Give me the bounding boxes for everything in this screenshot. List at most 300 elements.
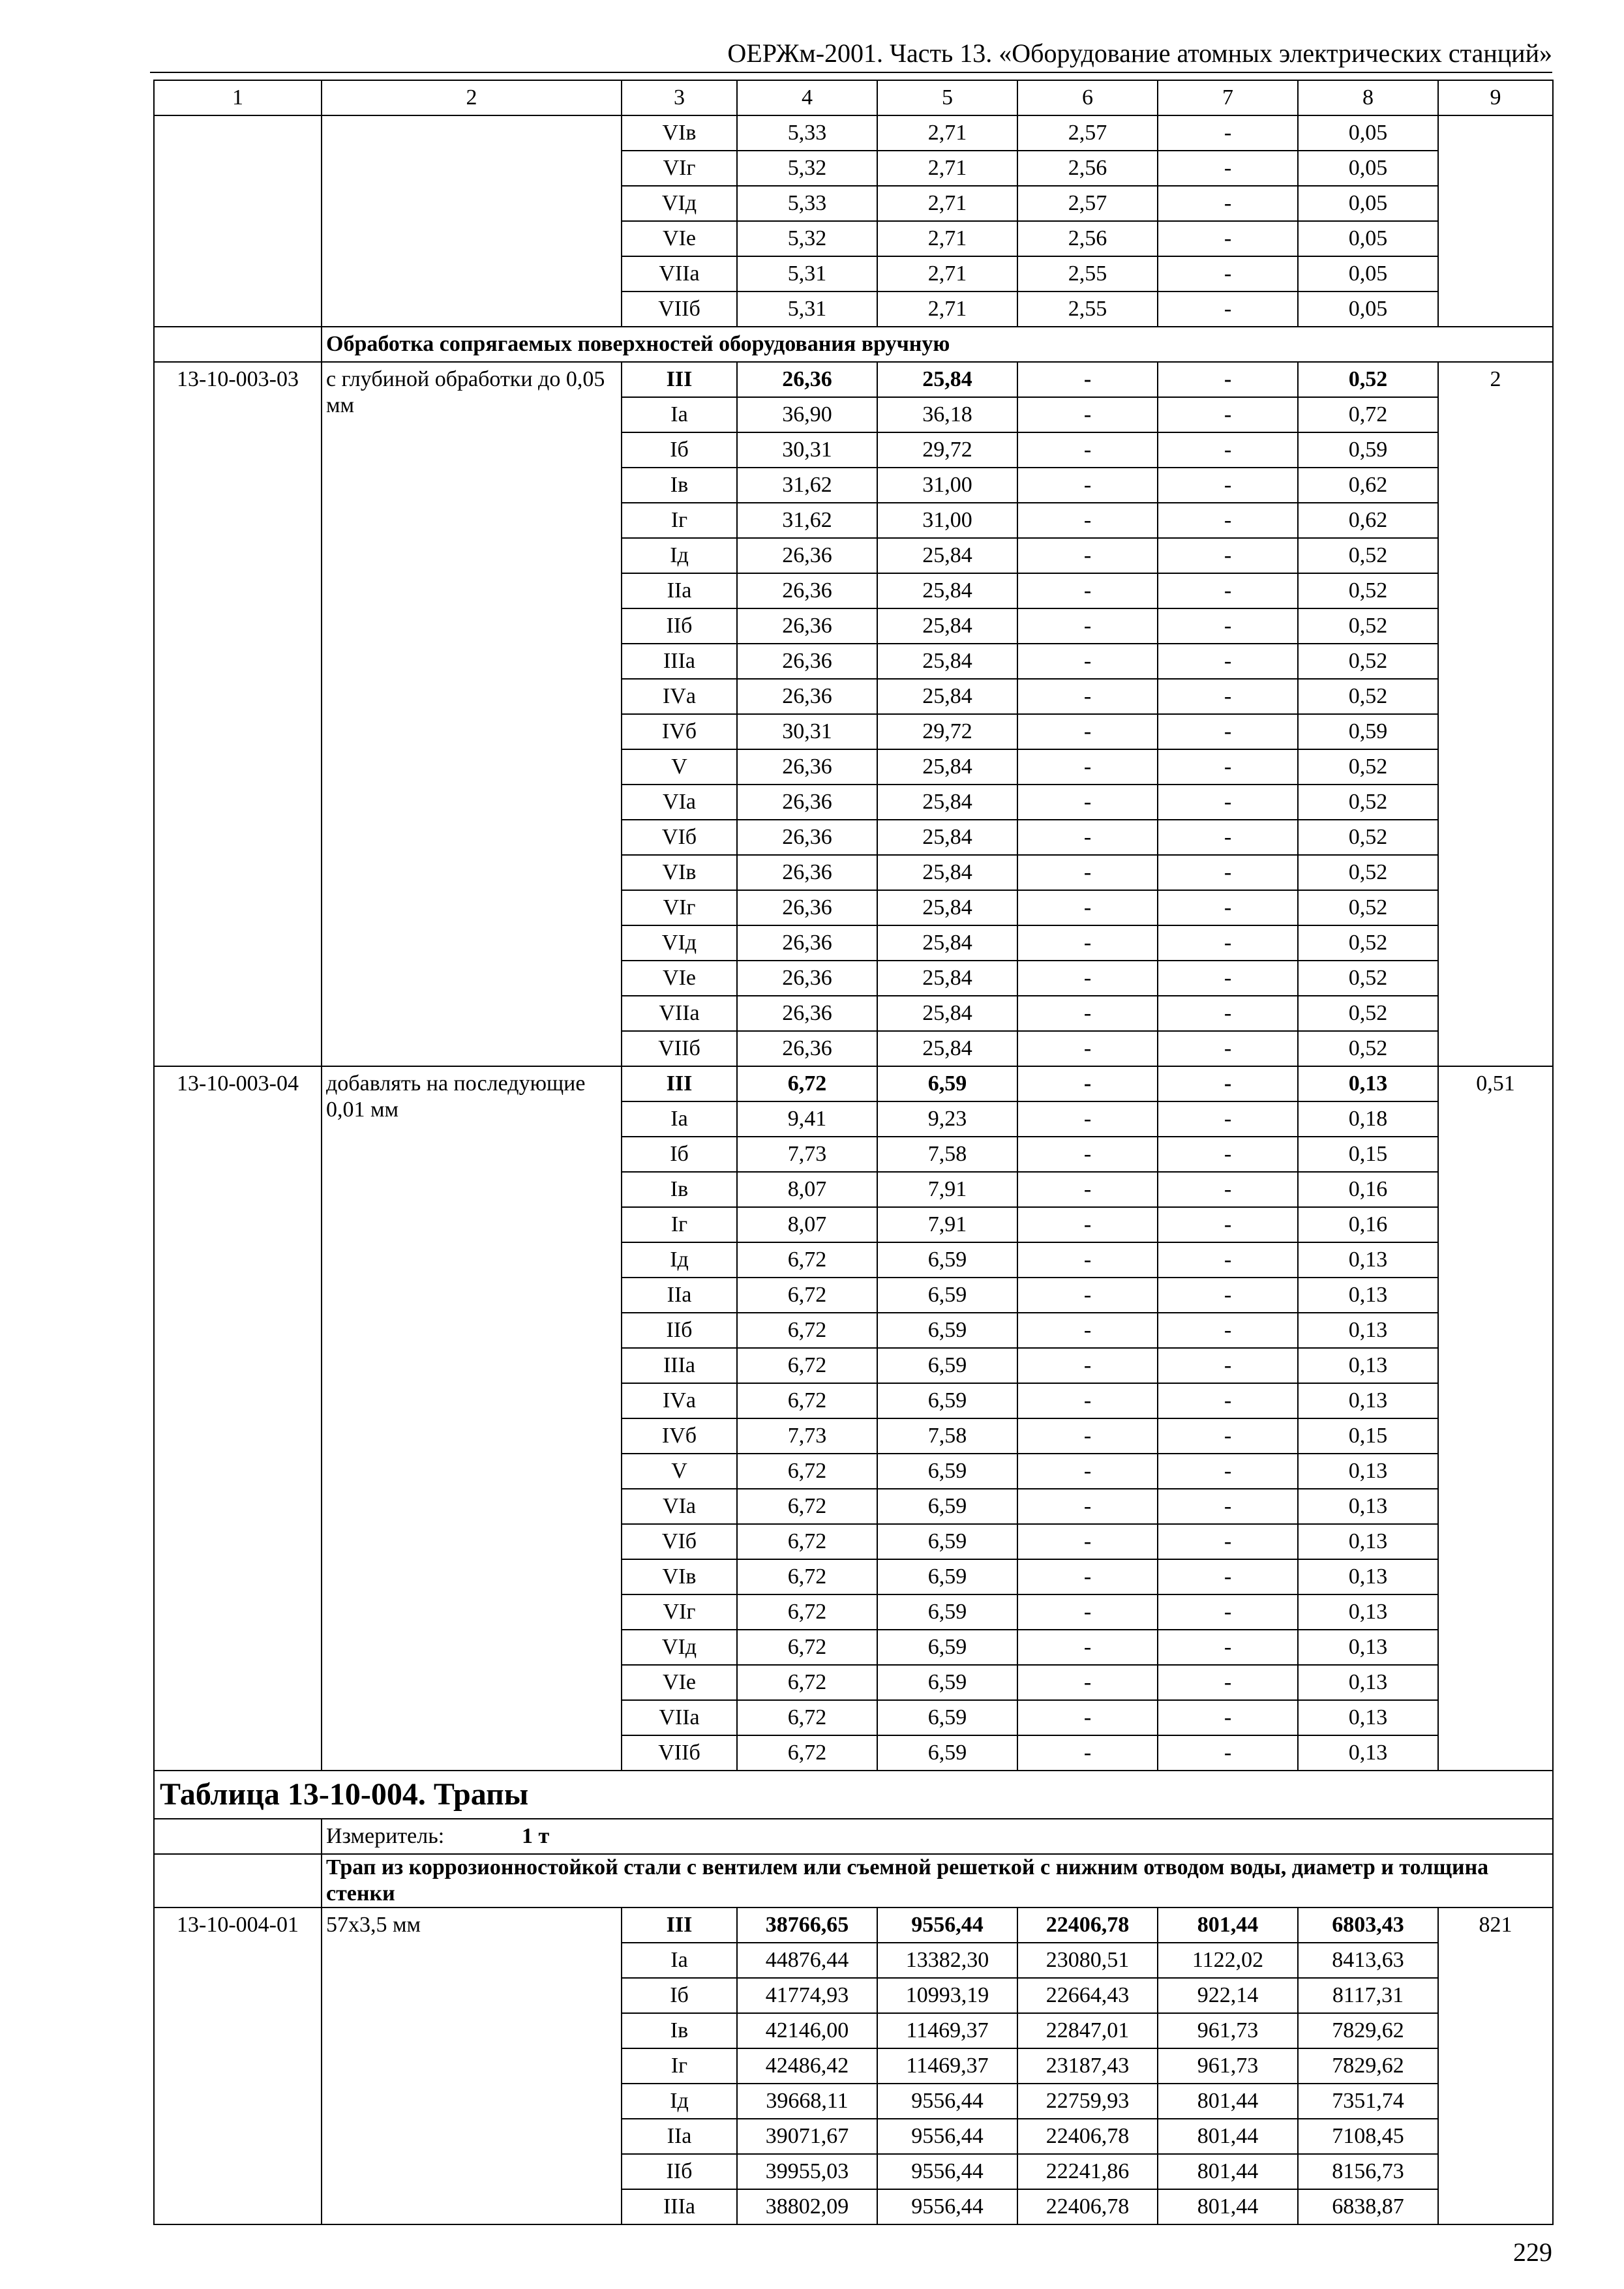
table-cell: 0,52 bbox=[1298, 538, 1438, 573]
table-cell: Iа bbox=[622, 397, 737, 432]
table-cell: 7108,45 bbox=[1298, 2119, 1438, 2154]
table-cell: - bbox=[1017, 996, 1158, 1031]
item-col9: 821 bbox=[1438, 1908, 1553, 2224]
table-cell: 22664,43 bbox=[1017, 1978, 1158, 2013]
table-cell: - bbox=[1158, 538, 1298, 573]
table-cell: - bbox=[1158, 925, 1298, 961]
table-cell: 0,05 bbox=[1298, 186, 1438, 221]
table-cell: 0,52 bbox=[1298, 608, 1438, 644]
table-cell: 6,59 bbox=[877, 1700, 1017, 1735]
table-cell: - bbox=[1158, 1630, 1298, 1665]
table-cell: 6,72 bbox=[737, 1735, 877, 1771]
table-cell: 0,13 bbox=[1298, 1735, 1438, 1771]
table-cell: 6,72 bbox=[737, 1383, 877, 1418]
table-cell: - bbox=[1158, 468, 1298, 503]
table-cell: - bbox=[1017, 468, 1158, 503]
section-title: Трап из коррозионностойкой стали с вентилем или съемной решеткой с нижним отводом воды, диаметр и толщина стенки bbox=[322, 1854, 1553, 1908]
table-cell: 6,72 bbox=[737, 1489, 877, 1524]
table-cell: IIIа bbox=[622, 2189, 737, 2224]
table-cell: IIб bbox=[622, 608, 737, 644]
table-cell: 29,72 bbox=[877, 714, 1017, 749]
table-cell: 26,36 bbox=[737, 785, 877, 820]
table-row bbox=[154, 1066, 1553, 1101]
table-cell: 801,44 bbox=[1158, 2084, 1298, 2119]
table-cell: 6,72 bbox=[737, 1559, 877, 1594]
table-cell: - bbox=[1158, 1278, 1298, 1313]
table-cell: 0,52 bbox=[1298, 820, 1438, 855]
table-cell: 5,33 bbox=[737, 186, 877, 221]
table-cell: 2,71 bbox=[877, 115, 1017, 151]
table-cell: 25,84 bbox=[877, 608, 1017, 644]
table-cell: 2,55 bbox=[1017, 256, 1158, 292]
table-cell: 0,52 bbox=[1298, 679, 1438, 714]
table-cell: 25,84 bbox=[877, 820, 1017, 855]
table-cell: 1122,02 bbox=[1158, 1943, 1298, 1978]
table-cell: 6,72 bbox=[737, 1278, 877, 1313]
table-cell: IIа bbox=[622, 1278, 737, 1313]
table-cell: - bbox=[1017, 1665, 1158, 1700]
table-cell: - bbox=[1017, 608, 1158, 644]
table-cell: - bbox=[1017, 1313, 1158, 1348]
table-cell: - bbox=[1158, 855, 1298, 890]
table-cell: 0,13 bbox=[1298, 1278, 1438, 1313]
table-cell: 36,18 bbox=[877, 397, 1017, 432]
table-cell: 0,16 bbox=[1298, 1172, 1438, 1207]
table-cell: VIIа bbox=[622, 256, 737, 292]
table-cell: 6,59 bbox=[877, 1383, 1017, 1418]
table-cell: 9556,44 bbox=[877, 2084, 1017, 2119]
table-cell: - bbox=[1158, 644, 1298, 679]
table-cell: 2,56 bbox=[1017, 221, 1158, 256]
table-cell: 42146,00 bbox=[737, 2013, 877, 2048]
table-cell: - bbox=[1017, 961, 1158, 996]
table-cell: - bbox=[1158, 221, 1298, 256]
table-cell: VIIб bbox=[622, 1031, 737, 1066]
table-cell: 6,72 bbox=[737, 1700, 877, 1735]
table-cell: 6,72 bbox=[737, 1594, 877, 1630]
table-cell: III bbox=[622, 1066, 737, 1101]
table-cell: 31,00 bbox=[877, 468, 1017, 503]
table-cell: 25,84 bbox=[877, 961, 1017, 996]
table-cell: 961,73 bbox=[1158, 2013, 1298, 2048]
table-cell: 6,59 bbox=[877, 1735, 1017, 1771]
table-cell: 26,36 bbox=[737, 925, 877, 961]
table-cell: - bbox=[1158, 1559, 1298, 1594]
table-cell: 8413,63 bbox=[1298, 1943, 1438, 1978]
table-cell: - bbox=[1017, 1207, 1158, 1242]
table-cell: - bbox=[1158, 679, 1298, 714]
item-description: 57х3,5 мм bbox=[322, 1908, 622, 2224]
table-cell: 42486,42 bbox=[737, 2048, 877, 2084]
table-cell: 6,59 bbox=[877, 1630, 1017, 1665]
table-cell: 2,71 bbox=[877, 292, 1017, 327]
table-cell: VIв bbox=[622, 855, 737, 890]
table-cell: - bbox=[1017, 1700, 1158, 1735]
column-number: 5 bbox=[877, 80, 1017, 115]
table-cell: 0,52 bbox=[1298, 785, 1438, 820]
column-number: 6 bbox=[1017, 80, 1158, 115]
table-cell: VIе bbox=[622, 221, 737, 256]
table-cell: Iд bbox=[622, 2084, 737, 2119]
page-header bbox=[150, 38, 1552, 73]
table-cell: - bbox=[1158, 1454, 1298, 1489]
table-cell: - bbox=[1158, 1489, 1298, 1524]
table-cell: - bbox=[1158, 186, 1298, 221]
table-cell: 6,59 bbox=[877, 1594, 1017, 1630]
table-cell: 7829,62 bbox=[1298, 2013, 1438, 2048]
table-cell: 26,36 bbox=[737, 961, 877, 996]
table-cell: 22759,93 bbox=[1017, 2084, 1158, 2119]
table-cell: Iа bbox=[622, 1943, 737, 1978]
table-cell: 6,72 bbox=[737, 1348, 877, 1383]
table-cell: - bbox=[1017, 1137, 1158, 1172]
table-cell: 0,16 bbox=[1298, 1207, 1438, 1242]
table-cell: 30,31 bbox=[737, 714, 877, 749]
table-cell: - bbox=[1017, 1735, 1158, 1771]
table-cell: - bbox=[1017, 1559, 1158, 1594]
table-cell: 5,33 bbox=[737, 115, 877, 151]
table-cell: 0,15 bbox=[1298, 1418, 1438, 1454]
table-cell: 26,36 bbox=[737, 573, 877, 608]
table-cell: 6,59 bbox=[877, 1278, 1017, 1313]
table-cell: - bbox=[1017, 890, 1158, 925]
table-cell: 25,84 bbox=[877, 538, 1017, 573]
table-cell: - bbox=[1158, 115, 1298, 151]
table-cell: - bbox=[1158, 1524, 1298, 1559]
table-cell: 0,05 bbox=[1298, 256, 1438, 292]
table-cell: 2,71 bbox=[877, 221, 1017, 256]
table-cell: - bbox=[1158, 1207, 1298, 1242]
table-cell: - bbox=[1017, 1594, 1158, 1630]
table-cell: Iд bbox=[622, 1242, 737, 1278]
table-cell: 6,59 bbox=[877, 1454, 1017, 1489]
column-number: 4 bbox=[737, 80, 877, 115]
table-cell: 5,31 bbox=[737, 292, 877, 327]
table-cell: - bbox=[1017, 432, 1158, 468]
table-cell: 30,31 bbox=[737, 432, 877, 468]
table-cell: 6,72 bbox=[737, 1665, 877, 1700]
table-cell: - bbox=[1158, 1313, 1298, 1348]
table-cell: 39955,03 bbox=[737, 2154, 877, 2189]
table-cell: 2,57 bbox=[1017, 186, 1158, 221]
table-cell: 11469,37 bbox=[877, 2048, 1017, 2084]
table-cell: 6,72 bbox=[737, 1242, 877, 1278]
table-cell: 25,84 bbox=[877, 1031, 1017, 1066]
table-cell: 7351,74 bbox=[1298, 2084, 1438, 2119]
table-cell: 26,36 bbox=[737, 1031, 877, 1066]
table-cell: - bbox=[1158, 1172, 1298, 1207]
table-cell: 6,72 bbox=[737, 1524, 877, 1559]
table-cell: 31,62 bbox=[737, 468, 877, 503]
table-cell: 0,72 bbox=[1298, 397, 1438, 432]
table-cell: - bbox=[1158, 1031, 1298, 1066]
table-cell: 22406,78 bbox=[1017, 2189, 1158, 2224]
table-cell: - bbox=[1158, 608, 1298, 644]
table-cell: 0,52 bbox=[1298, 362, 1438, 397]
table-cell: 6,59 bbox=[877, 1665, 1017, 1700]
table-cell: 0,15 bbox=[1298, 1137, 1438, 1172]
table-cell: 0,52 bbox=[1298, 644, 1438, 679]
column-number: 8 bbox=[1298, 80, 1438, 115]
unit-value: 1 т bbox=[522, 1824, 550, 1848]
table-cell: 39668,11 bbox=[737, 2084, 877, 2119]
table-cell: 10993,19 bbox=[877, 1978, 1017, 2013]
table-cell: Iд bbox=[622, 538, 737, 573]
table-cell: 22406,78 bbox=[1017, 2119, 1158, 2154]
table-cell: - bbox=[1017, 573, 1158, 608]
table-cell: 25,84 bbox=[877, 925, 1017, 961]
table-cell: 0,13 bbox=[1298, 1594, 1438, 1630]
table-cell: 25,84 bbox=[877, 855, 1017, 890]
table-row bbox=[154, 1908, 1553, 1943]
table-cell: 7,73 bbox=[737, 1418, 877, 1454]
table-cell: 29,72 bbox=[877, 432, 1017, 468]
unit-label: Измеритель: bbox=[326, 1824, 445, 1848]
table-cell: 6,59 bbox=[877, 1066, 1017, 1101]
table-cell: - bbox=[1158, 996, 1298, 1031]
table-cell: - bbox=[1017, 925, 1158, 961]
table-cell: 0,59 bbox=[1298, 714, 1438, 749]
table-cell: 9,41 bbox=[737, 1101, 877, 1137]
table-cell: 26,36 bbox=[737, 890, 877, 925]
header-title: ОЕРЖм-2001. Часть 13. «Оборудование атомных электрических станций» bbox=[727, 38, 1552, 68]
table-cell: - bbox=[1158, 1594, 1298, 1630]
table-cell: IIа bbox=[622, 2119, 737, 2154]
table-cell: 0,05 bbox=[1298, 292, 1438, 327]
table-cell: 38802,09 bbox=[737, 2189, 877, 2224]
table-cell: 0,13 bbox=[1298, 1700, 1438, 1735]
table-cell: - bbox=[1017, 1066, 1158, 1101]
table-cell: 25,84 bbox=[877, 362, 1017, 397]
table-cell: 2,71 bbox=[877, 186, 1017, 221]
table-cell: 26,36 bbox=[737, 820, 877, 855]
table-cell: 6,72 bbox=[737, 1313, 877, 1348]
table-cell: 0,13 bbox=[1298, 1313, 1438, 1348]
column-number: 2 bbox=[322, 80, 622, 115]
item-code: 13-10-003-04 bbox=[154, 1066, 322, 1771]
table-cell: 0,05 bbox=[1298, 115, 1438, 151]
table-cell: - bbox=[1158, 397, 1298, 432]
unit-row bbox=[154, 1819, 1553, 1854]
table-cell: 26,36 bbox=[737, 679, 877, 714]
table-cell: - bbox=[1017, 1031, 1158, 1066]
table-cell: 0,13 bbox=[1298, 1066, 1438, 1101]
code-cell bbox=[154, 115, 322, 327]
table-cell: 23080,51 bbox=[1017, 1943, 1158, 1978]
table-cell: 0,13 bbox=[1298, 1665, 1438, 1700]
table-cell: 9,23 bbox=[877, 1101, 1017, 1137]
table-cell: 0,13 bbox=[1298, 1524, 1438, 1559]
page-number: 229 bbox=[1513, 2237, 1552, 2267]
table-cell: 0,52 bbox=[1298, 925, 1438, 961]
table-cell: IVб bbox=[622, 714, 737, 749]
table-cell: V bbox=[622, 1454, 737, 1489]
table-cell: - bbox=[1017, 644, 1158, 679]
table-cell: 0,13 bbox=[1298, 1348, 1438, 1383]
table-cell: Iг bbox=[622, 1207, 737, 1242]
item-description: с глубиной обработки до 0,05 мм bbox=[322, 362, 622, 1066]
table-cell: - bbox=[1158, 1242, 1298, 1278]
table-cell: 25,84 bbox=[877, 749, 1017, 785]
column-number-row bbox=[154, 80, 1553, 115]
table-cell: 0,59 bbox=[1298, 432, 1438, 468]
unit-cell bbox=[322, 1819, 1553, 1854]
table-cell: - bbox=[1158, 1348, 1298, 1383]
table-cell: 922,14 bbox=[1158, 1978, 1298, 2013]
table-cell: Iв bbox=[622, 1172, 737, 1207]
table-cell: 801,44 bbox=[1158, 2154, 1298, 2189]
table-cell: 0,05 bbox=[1298, 221, 1438, 256]
table-cell: - bbox=[1158, 1101, 1298, 1137]
table-cell: 2,56 bbox=[1017, 151, 1158, 186]
table-cell: Iб bbox=[622, 1978, 737, 2013]
table-cell: 6,59 bbox=[877, 1313, 1017, 1348]
column-number: 7 bbox=[1158, 80, 1298, 115]
table-title: Таблица 13-10-004. Трапы bbox=[154, 1771, 1553, 1819]
table-cell: - bbox=[1158, 292, 1298, 327]
table-cell: 6,59 bbox=[877, 1348, 1017, 1383]
table-cell: 26,36 bbox=[737, 362, 877, 397]
table-cell: 31,62 bbox=[737, 503, 877, 538]
table-cell: 0,13 bbox=[1298, 1242, 1438, 1278]
table-cell: - bbox=[1017, 749, 1158, 785]
section-header-row bbox=[154, 327, 1553, 362]
table-cell: - bbox=[1017, 679, 1158, 714]
table-cell: - bbox=[1158, 961, 1298, 996]
table-cell: - bbox=[1017, 1242, 1158, 1278]
table-cell: 0,62 bbox=[1298, 503, 1438, 538]
table-cell: 0,52 bbox=[1298, 1031, 1438, 1066]
table-cell: 2,71 bbox=[877, 151, 1017, 186]
table-cell: 5,31 bbox=[737, 256, 877, 292]
table-cell: 961,73 bbox=[1158, 2048, 1298, 2084]
table-cell: - bbox=[1158, 151, 1298, 186]
table-cell: - bbox=[1017, 1383, 1158, 1418]
table-cell: - bbox=[1158, 785, 1298, 820]
table-cell: - bbox=[1017, 1489, 1158, 1524]
table-cell: 36,90 bbox=[737, 397, 877, 432]
table-cell: VIIб bbox=[622, 292, 737, 327]
table-cell: - bbox=[1158, 749, 1298, 785]
table-cell: 9556,44 bbox=[877, 2154, 1017, 2189]
table-cell: VIд bbox=[622, 186, 737, 221]
table-cell: 7,58 bbox=[877, 1137, 1017, 1172]
rates-table bbox=[153, 80, 1554, 2225]
table-cell: Iб bbox=[622, 432, 737, 468]
table-cell: - bbox=[1158, 1700, 1298, 1735]
table-cell: 0,13 bbox=[1298, 1630, 1438, 1665]
table-cell: 0,52 bbox=[1298, 749, 1438, 785]
table-cell: VIа bbox=[622, 785, 737, 820]
table-cell: - bbox=[1158, 714, 1298, 749]
column-number: 9 bbox=[1438, 80, 1553, 115]
table-cell: IIIа bbox=[622, 644, 737, 679]
empty-cell bbox=[154, 1854, 322, 1908]
table-cell: - bbox=[1017, 785, 1158, 820]
table-cell: 0,52 bbox=[1298, 961, 1438, 996]
column-number: 1 bbox=[154, 80, 322, 115]
table-cell: 0,62 bbox=[1298, 468, 1438, 503]
table-cell: - bbox=[1158, 820, 1298, 855]
table-cell: - bbox=[1017, 1524, 1158, 1559]
table-cell: VIг bbox=[622, 151, 737, 186]
table-cell: 2,55 bbox=[1017, 292, 1158, 327]
table-cell: 26,36 bbox=[737, 855, 877, 890]
table-cell: 8,07 bbox=[737, 1207, 877, 1242]
table-cell: 0,52 bbox=[1298, 996, 1438, 1031]
table-cell: 801,44 bbox=[1158, 1908, 1298, 1943]
table-cell: 0,52 bbox=[1298, 573, 1438, 608]
table-cell: - bbox=[1017, 1172, 1158, 1207]
table-cell: IIIа bbox=[622, 1348, 737, 1383]
table-cell: 39071,67 bbox=[737, 2119, 877, 2154]
table-cell: 11469,37 bbox=[877, 2013, 1017, 2048]
table-cell: - bbox=[1158, 432, 1298, 468]
table-cell: 6,72 bbox=[737, 1066, 877, 1101]
table-cell: 22241,86 bbox=[1017, 2154, 1158, 2189]
table-cell: - bbox=[1017, 503, 1158, 538]
table-cell: - bbox=[1017, 1348, 1158, 1383]
table-row bbox=[154, 115, 1553, 151]
table-cell: - bbox=[1158, 573, 1298, 608]
table-cell: 0,13 bbox=[1298, 1489, 1438, 1524]
table-cell: - bbox=[1158, 1665, 1298, 1700]
table-cell: - bbox=[1017, 1101, 1158, 1137]
table-cell: 26,36 bbox=[737, 608, 877, 644]
table-cell: 22406,78 bbox=[1017, 1908, 1158, 1943]
table-cell: VIIа bbox=[622, 996, 737, 1031]
table-cell: 5,32 bbox=[737, 151, 877, 186]
table-cell: 9556,44 bbox=[877, 2119, 1017, 2154]
col9-cell bbox=[1438, 115, 1553, 327]
table-cell: - bbox=[1158, 362, 1298, 397]
table-cell: VIIб bbox=[622, 1735, 737, 1771]
table-cell: - bbox=[1017, 855, 1158, 890]
table-cell: - bbox=[1158, 256, 1298, 292]
table-cell: Iв bbox=[622, 2013, 737, 2048]
table-cell: 0,52 bbox=[1298, 890, 1438, 925]
table-cell: 6,59 bbox=[877, 1524, 1017, 1559]
table-cell: 7,58 bbox=[877, 1418, 1017, 1454]
column-number: 3 bbox=[622, 80, 737, 115]
table-cell: 0,13 bbox=[1298, 1559, 1438, 1594]
table-cell: 41774,93 bbox=[737, 1978, 877, 2013]
table-cell: - bbox=[1158, 1383, 1298, 1418]
table-cell: VIв bbox=[622, 1559, 737, 1594]
table-cell: IIб bbox=[622, 1313, 737, 1348]
table-cell: 8,07 bbox=[737, 1172, 877, 1207]
table-cell: 7,91 bbox=[877, 1207, 1017, 1242]
table-cell: 6,72 bbox=[737, 1630, 877, 1665]
table-cell: 44876,44 bbox=[737, 1943, 877, 1978]
table-cell: VIе bbox=[622, 1665, 737, 1700]
table-cell: 7,91 bbox=[877, 1172, 1017, 1207]
table-cell: 0,52 bbox=[1298, 855, 1438, 890]
table-cell: 25,84 bbox=[877, 996, 1017, 1031]
table-title-row bbox=[154, 1771, 1553, 1819]
section-title: Обработка сопрягаемых поверхностей оборудования вручную bbox=[322, 327, 1553, 362]
table-cell: Iб bbox=[622, 1137, 737, 1172]
table-cell: VIа bbox=[622, 1489, 737, 1524]
table-cell: 25,84 bbox=[877, 573, 1017, 608]
table-cell: IIа bbox=[622, 573, 737, 608]
table-cell: 6838,87 bbox=[1298, 2189, 1438, 2224]
table-cell: 6,59 bbox=[877, 1559, 1017, 1594]
table-cell: 26,36 bbox=[737, 749, 877, 785]
empty-cell bbox=[154, 327, 322, 362]
table-cell: 0,18 bbox=[1298, 1101, 1438, 1137]
table-cell: - bbox=[1158, 503, 1298, 538]
